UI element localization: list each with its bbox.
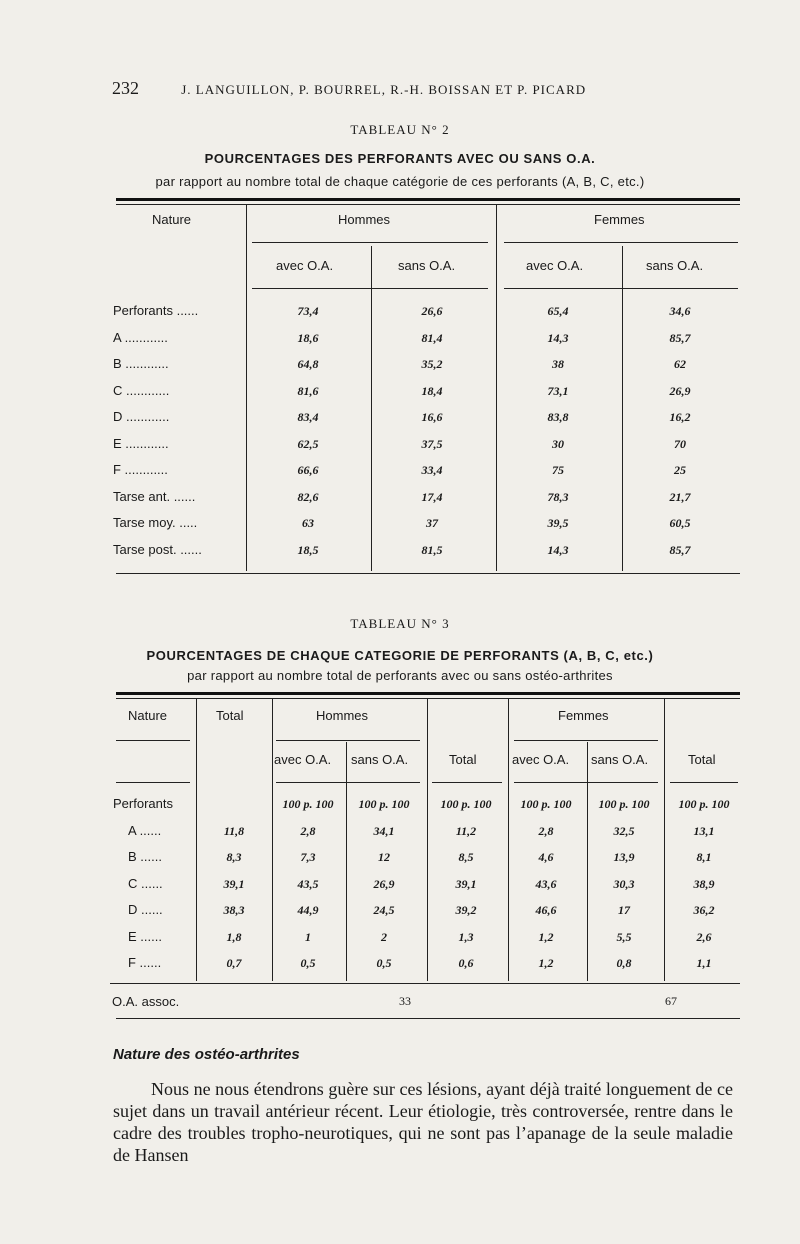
table3-cell: 34,1 — [373, 824, 395, 838]
table3-cell: 100 p. 100 — [598, 797, 650, 811]
table3-cell: 8,1 — [696, 850, 712, 864]
table2-top-rule — [116, 198, 740, 201]
table3-cell: 36,2 — [693, 903, 715, 917]
table3-rule — [670, 782, 738, 783]
table3-header-sans-femmes: sans O.A. — [591, 752, 649, 767]
table3-cell: 8,3 — [226, 850, 242, 864]
table2-cell: 81,5 — [421, 543, 443, 557]
table2-cell: 39,5 — [547, 516, 569, 530]
table2-cell: 70 — [674, 437, 686, 451]
table3-cell: 0,8 — [616, 956, 632, 970]
table2-cell: 18,6 — [297, 331, 319, 345]
table3-cell: 0,7 — [226, 956, 242, 970]
table3-cell: 4,6 — [538, 850, 554, 864]
table3-cell: 0,5 — [376, 956, 392, 970]
table3-cell: 39,1 — [223, 877, 245, 891]
table2-row-label: Tarse ant. ...... — [113, 489, 196, 504]
table2-cell: 17,4 — [421, 490, 443, 504]
table2-cell: 30 — [552, 437, 564, 451]
table3-cell: 2,8 — [300, 824, 316, 838]
table3-top-rule — [116, 692, 740, 695]
table3-cell: 46,6 — [535, 903, 557, 917]
page-number: 232 — [112, 78, 139, 98]
table2-cell: 63 — [302, 516, 314, 530]
table3-cell: 1,2 — [538, 930, 554, 944]
table3-cell: 43,6 — [535, 877, 557, 891]
table3-cell: 43,5 — [297, 877, 319, 891]
table3-header-total-hommes: Total — [449, 752, 477, 767]
table3-cell: 8,5 — [458, 850, 474, 864]
table2-cell: 37,5 — [421, 437, 443, 451]
table2-cell: 65,4 — [547, 304, 569, 318]
section-heading: Nature des ostéo-arthrites — [113, 1046, 300, 1063]
table3-cell: 32,5 — [613, 824, 635, 838]
running-header — [112, 78, 732, 99]
table2-rule — [252, 288, 488, 289]
table2-row-label: B ............ — [113, 356, 169, 371]
table3-subtitle: POURCENTAGES DE CHAQUE CATEGORIE DE PERFORANTS (A, B, C, etc.) — [146, 648, 654, 663]
table2-row-label: Tarse moy. ..... — [113, 515, 198, 530]
table3-cell: 17 — [618, 903, 630, 917]
table3-rule — [116, 740, 190, 741]
table2-header-sans-femmes: sans O.A. — [646, 258, 704, 273]
table2-rule — [504, 288, 738, 289]
table3-cell: 100 p. 100 — [358, 797, 410, 811]
table3-row-label: B ...... — [128, 849, 162, 864]
table2-cell: 62 — [674, 357, 686, 371]
table2-cell: 78,3 — [547, 490, 569, 504]
table2-cell: 82,6 — [297, 490, 319, 504]
table2-cell: 62,5 — [297, 437, 319, 451]
table2-cell: 73,1 — [547, 384, 569, 398]
table2-cell: 85,7 — [669, 331, 691, 345]
table3-row-label: C ...... — [128, 876, 163, 891]
table2-divider — [622, 246, 623, 571]
table2-top-rule-thin — [116, 204, 740, 205]
table3-cell: 100 p. 100 — [440, 797, 492, 811]
table3-title: TABLEAU N° 3 — [350, 616, 450, 631]
table3-rule — [432, 782, 502, 783]
table3-footer-femmes: 67 — [665, 994, 677, 1008]
table3-footer-hommes: 33 — [399, 994, 411, 1008]
table2-cell: 35,2 — [421, 357, 443, 371]
table2-cell: 85,7 — [669, 543, 691, 557]
table3-row-label: Perforants — [113, 796, 173, 811]
table3-footer-label: O.A. assoc. — [112, 994, 180, 1009]
table2-cell: 33,4 — [421, 463, 443, 477]
table3-rule — [514, 782, 658, 783]
table3-header-avec-hommes: avec O.A. — [274, 752, 332, 767]
table3-cell: 44,9 — [297, 903, 319, 917]
table2-cell: 38 — [552, 357, 564, 371]
table3-rule — [116, 782, 190, 783]
table2-cell: 34,6 — [669, 304, 691, 318]
table3-cell: 39,2 — [455, 903, 477, 917]
table3-cell: 30,3 — [613, 877, 635, 891]
table2-title: TABLEAU N° 2 — [350, 122, 450, 137]
table3-cell: 1,1 — [696, 956, 712, 970]
table2-divider — [371, 246, 372, 571]
table3-cell: 1 — [305, 930, 311, 944]
table3-cell: 2 — [381, 930, 387, 944]
table2-row-label: D ............ — [113, 409, 170, 424]
table2-cell: 64,8 — [297, 357, 319, 371]
table3-top-rule-thin — [116, 698, 740, 699]
table2-caption: par rapport au nombre total de chaque catégorie de ces perforants (A, B, C, etc.) — [155, 174, 645, 189]
table2-cell: 21,7 — [669, 490, 691, 504]
table3-cell: 1,8 — [226, 930, 242, 944]
table3-cell: 100 p. 100 — [678, 797, 730, 811]
table3-cell: 2,6 — [696, 930, 712, 944]
table2-cell: 75 — [552, 463, 564, 477]
table2-bottom-rule — [116, 573, 740, 574]
table2-subtitle: POURCENTAGES DES PERFORANTS AVEC OU SANS O.A. — [204, 151, 596, 166]
table3-caption: par rapport au nombre total de perforants avec ou sans ostéo-arthrites — [187, 668, 613, 683]
table2-header-hommes: Hommes — [338, 212, 391, 227]
table2-cell: 14,3 — [547, 543, 569, 557]
table2-cell: 18,5 — [297, 543, 319, 557]
table3-cell: 13,1 — [693, 824, 715, 838]
table3-header-hommes: Hommes — [316, 708, 369, 723]
running-title: J. LANGUILLON, P. BOURREL, R.-H. BOISSAN ET P. PICARD — [181, 82, 587, 97]
body-paragraph — [113, 1078, 733, 1166]
table2-header-avec-femmes: avec O.A. — [526, 258, 584, 273]
table2-cell: 81,4 — [421, 331, 443, 345]
table3-cell: 0,6 — [458, 956, 474, 970]
table3-cell: 12 — [378, 850, 390, 864]
table3-header-total: Total — [216, 708, 244, 723]
table2-divider — [496, 205, 497, 571]
table2-row-label: Tarse post. ...... — [113, 542, 202, 557]
table3-bottom-rule — [116, 1018, 740, 1019]
table2-cell: 16,2 — [669, 410, 691, 424]
paragraph-text: Nous ne nous étendrons guère sur ces lésions, ayant déjà traité longuement de ce sujet dans un travail antérieur récent. Leur étiologie, très controversée, rentre dans le cadre des troubles tropho-neurotiques, qui ne sont pas l’apanage de la seule maladie de Hansen — [113, 1079, 733, 1165]
table3-cell: 7,3 — [300, 850, 316, 864]
table2-row-label: C ............ — [113, 383, 170, 398]
table2-cell: 81,6 — [297, 384, 319, 398]
table2-cell: 14,3 — [547, 331, 569, 345]
table2-cell: 26,9 — [669, 384, 691, 398]
table2-row-label: F ............ — [113, 462, 168, 477]
table3-cell: 100 p. 100 — [282, 797, 334, 811]
table3-header-femmes: Femmes — [558, 708, 609, 723]
table2-cell: 25 — [674, 463, 686, 477]
table2-header-femmes: Femmes — [594, 212, 645, 227]
table3-cell: 11,8 — [223, 824, 245, 838]
table3-cell: 13,9 — [613, 850, 635, 864]
table3-cell: 5,5 — [616, 930, 632, 944]
table3-cell: 38,3 — [223, 903, 245, 917]
table3-row-label: D ...... — [128, 902, 163, 917]
table2-header-avec-hommes: avec O.A. — [276, 258, 334, 273]
table3-row-label: E ...... — [128, 929, 162, 944]
table2-row-label: E ............ — [113, 436, 169, 451]
table3-row-label: F ...... — [128, 955, 162, 970]
table3-rule — [276, 782, 420, 783]
table3-cell: 100 p. 100 — [520, 797, 572, 811]
table2-header-sans-hommes: sans O.A. — [398, 258, 456, 273]
table3-header-sans-hommes: sans O.A. — [351, 752, 409, 767]
table2-rule — [504, 242, 738, 243]
table3-cell: 24,5 — [373, 903, 395, 917]
table3-cell: 1,3 — [458, 930, 474, 944]
table2-cell: 83,4 — [297, 410, 319, 424]
table2-cell: 18,4 — [421, 384, 443, 398]
table2-cell: 83,8 — [547, 410, 569, 424]
table2-cell: 26,6 — [421, 304, 443, 318]
table3-cell: 1,2 — [538, 956, 554, 970]
table2-row-label: Perforants ...... — [113, 303, 199, 318]
table3-cell: 39,1 — [455, 877, 477, 891]
table2-cell: 37 — [426, 516, 438, 530]
table2-cell: 16,6 — [421, 410, 443, 424]
table3-row-label: A ...... — [128, 823, 162, 838]
table2-cell: 73,4 — [297, 304, 319, 318]
table3-divider — [664, 699, 665, 981]
table3-cell: 2,8 — [538, 824, 554, 838]
table3-cell: 26,9 — [373, 877, 395, 891]
table3-rule — [514, 740, 658, 741]
table3-rule — [110, 983, 740, 984]
table3-cell: 38,9 — [693, 877, 715, 891]
table2-header-nature: Nature — [152, 212, 192, 227]
table2-cell: 60,5 — [669, 516, 691, 530]
table2-row-label: A ............ — [113, 330, 168, 345]
table2-rule — [252, 242, 488, 243]
table3-cell: 11,2 — [455, 824, 477, 838]
table2-divider — [246, 205, 247, 571]
table3-rule — [276, 740, 420, 741]
table3-header-avec-femmes: avec O.A. — [512, 752, 570, 767]
table3-cell: 0,5 — [300, 956, 316, 970]
table3-header-total-femmes: Total — [688, 752, 716, 767]
table3-header-nature: Nature — [128, 708, 168, 723]
table2-cell: 66,6 — [297, 463, 319, 477]
